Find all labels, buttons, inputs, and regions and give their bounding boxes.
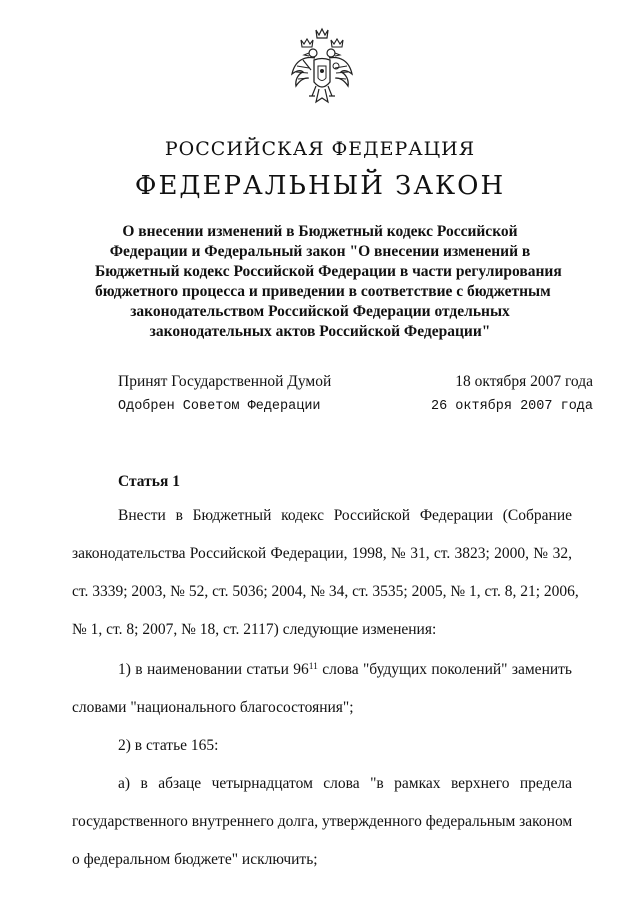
article-intro-line: Внести в Бюджетный кодекс Российской Федерации (Собрание	[118, 507, 572, 524]
law-title	[95, 222, 562, 342]
item-1-prefix: 1) в наименовании статьи 96	[118, 661, 309, 678]
law-title-line: бюджетного процесса и приведении в соответствие с бюджетным	[95, 283, 551, 300]
item-1-line-2: словами "национального благосостояния";	[72, 699, 354, 716]
law-title-line: О внесении изменений в Бюджетный кодекс Российской	[122, 223, 518, 240]
law-title-line: Федерации и Федеральный закон "О внесении изменений в	[109, 243, 531, 260]
duma-adoption-label: Принят Государственной Думой	[118, 373, 332, 390]
item-1-line	[118, 661, 572, 679]
law-title-line: законодательных актов Российской Федерации"	[149, 323, 491, 340]
coat-of-arms-icon	[289, 26, 355, 124]
article-heading: Статья 1	[118, 473, 180, 490]
country-name: РОССИЙСКАЯ ФЕДЕРАЦИЯ	[164, 138, 476, 160]
council-approval-label: Одобрен Советом Федерации	[118, 399, 321, 414]
duma-adoption-row	[118, 373, 593, 393]
article-intro-line: № 1, ст. 8; 2007, № 18, ст. 2117) следующие изменения:	[72, 621, 437, 638]
article-intro-line: законодательства Российской Федерации, 1998, № 31, ст. 3823; 2000, № 32,	[72, 545, 572, 562]
item-1-suffix: слова "будущих поколений" заменить	[317, 661, 572, 678]
article-superscript: 11	[308, 662, 318, 672]
law-title-line: законодательством Российской Федерации отдельных	[130, 303, 510, 320]
council-approval-date: 26 октября 2007 года	[430, 399, 593, 414]
item-2a-line: а) в абзаце четырнадцатом слова "в рамках верхнего предела	[118, 775, 572, 792]
council-approval-row	[118, 399, 593, 419]
item-2a-line: о федеральном бюджете" исключить;	[72, 851, 318, 868]
duma-adoption-date: 18 октября 2007 года	[455, 373, 593, 390]
article-intro-line: ст. 3339; 2003, № 52, ст. 5036; 2004, № 34, ст. 3535; 2005, № 1, ст. 8, 21; 2006,	[72, 583, 579, 600]
law-title-line: Бюджетный кодекс Российской Федерации в части регулирования	[95, 263, 562, 280]
item-2a-line: государственного внутреннего долга, утвержденного федеральным законом	[72, 813, 573, 830]
document-type: ФЕДЕРАЛЬНЫЙ ЗАКОН	[134, 171, 506, 201]
item-2-line: 2) в статье 165:	[118, 737, 219, 754]
